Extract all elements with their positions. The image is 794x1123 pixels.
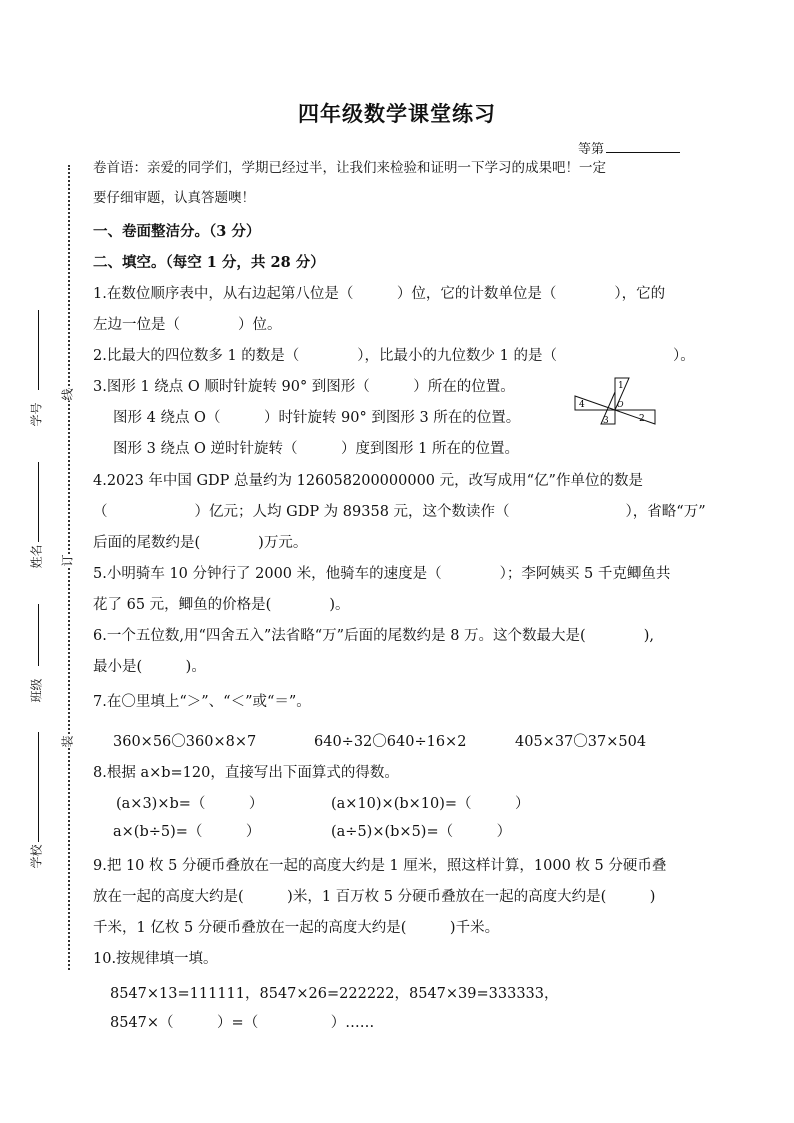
q5-line-1: 5.小明骑车 10 分钟行了 2000 米，他骑车的速度是（ ）；李阿姨买 5 千克鲫鱼共 bbox=[93, 566, 671, 582]
q8-item-4: (a÷5)×(b×5)=（ ） bbox=[331, 824, 512, 840]
q4-line-2: （ ）亿元；人均 GDP 为 89358 元，这个数读作（ ），省略“万” bbox=[93, 504, 706, 520]
grade-field bbox=[578, 138, 680, 157]
q8-line: 8.根据 a×b=120，直接写出下面算式的得数。 bbox=[93, 765, 399, 781]
intro-line-1: 卷首语：亲爱的同学们，学期已经过半，让我们来检验和证明一下学习的成果吧！一定 bbox=[93, 160, 606, 176]
class-line[interactable] bbox=[38, 604, 39, 666]
student-id-line[interactable] bbox=[38, 310, 39, 390]
q3-line-2: 图形 4 绕点 O（ ）时针旋转 90° 到图形 3 所在的位置。 bbox=[113, 410, 521, 426]
q2-line: 2.比最大的四位数多 1 的数是（ ），比最小的九位数少 1 的是（ ）。 bbox=[93, 348, 695, 364]
q5-line-2: 花了 65 元，鲫鱼的价格是( )。 bbox=[93, 597, 350, 613]
section-2-heading: 二、填空。（每空 1 分，共 28 分） bbox=[93, 254, 325, 271]
grade-input-line[interactable] bbox=[606, 140, 680, 153]
q1-line-1: 1.在数位顺序表中，从右边起第八位是（ ）位，它的计数单位是（ ），它的 bbox=[93, 286, 666, 302]
q4-line-3: 后面的尾数约是( )万元。 bbox=[93, 535, 308, 551]
q4-line-1: 4.2023 年中国 GDP 总量约为 126058200000000 元，改写成用“亿”作单位的数是 bbox=[93, 473, 643, 489]
rotation-figure bbox=[573, 376, 663, 426]
q1-line-2: 左边一位是（ ）位。 bbox=[93, 317, 282, 333]
section-1-heading: 一、卷面整洁分。（3 分） bbox=[93, 223, 261, 240]
figure-label-3: 3 bbox=[603, 416, 609, 426]
q9-line-3: 千米，1 亿枚 5 分硬币叠放在一起的高度大约是( )千米。 bbox=[93, 920, 500, 936]
q7-item-1: 360×56〇360×8×7 bbox=[113, 734, 257, 750]
grade-label: 等第 bbox=[578, 142, 605, 157]
q7-item-2: 640÷32〇640÷16×2 bbox=[314, 734, 467, 750]
q3-line-3: 图形 3 绕点 O 逆时针旋转（ ）度到图形 1 所在的位置。 bbox=[113, 441, 519, 457]
q10-item-2: 8547×（ ）=（ ）…… bbox=[110, 1015, 375, 1031]
side-char-ding: 订 bbox=[60, 554, 75, 567]
q9-line-2: 放在一起的高度大约是( )米，1 百万枚 5 分硬币叠放在一起的高度大约是( ) bbox=[93, 889, 656, 905]
figure-label-2: 2 bbox=[639, 414, 645, 424]
figure-label-o: O bbox=[617, 400, 624, 409]
side-char-xian: 线 bbox=[60, 388, 75, 401]
q10-item-1: 8547×13=111111，8547×26=222222，8547×39=333333， bbox=[110, 986, 559, 1002]
q3-line-1: 3.图形 1 绕点 O 顺时针旋转 90° 到图形（ ）所在的位置。 bbox=[93, 379, 515, 395]
q7-item-3: 405×37〇37×504 bbox=[515, 734, 647, 750]
q10-line: 10.按规律填一填。 bbox=[93, 951, 218, 967]
binding-dotted-line bbox=[68, 165, 70, 970]
intro-line-2: 要仔细审题，认真答题噢！ bbox=[93, 190, 255, 206]
side-char-zhuang: 装 bbox=[60, 735, 75, 748]
student-id-label: 学号 bbox=[29, 402, 44, 427]
q8-item-1: (a×3)×b=（ ） bbox=[116, 796, 264, 812]
q7-line: 7.在〇里填上“＞”、“＜”或“＝”。 bbox=[93, 694, 311, 710]
figure-label-1: 1 bbox=[618, 381, 624, 391]
q6-line-2: 最小是( )。 bbox=[93, 659, 206, 675]
name-label: 姓名 bbox=[29, 544, 44, 569]
q8-item-2: (a×10)×(b×10)=（ ） bbox=[331, 796, 530, 812]
school-label: 学校 bbox=[29, 844, 44, 869]
figure-label-4: 4 bbox=[579, 400, 585, 410]
q9-line-1: 9.把 10 枚 5 分硬币叠放在一起的高度大约是 1 厘米，照这样计算，1000 枚 5 分硬币叠 bbox=[93, 858, 667, 874]
q6-line-1: 6.一个五位数,用“四舍五入”法省略“万”后面的尾数约是 8 万。这个数最大是( ), bbox=[93, 628, 654, 644]
school-line[interactable] bbox=[38, 732, 39, 842]
class-label: 班级 bbox=[29, 678, 44, 703]
name-line[interactable] bbox=[38, 462, 39, 542]
figure-shape-2 bbox=[615, 410, 655, 424]
q8-item-3: a×(b÷5)=（ ） bbox=[113, 824, 261, 840]
page-title: 四年级数学课堂练习 bbox=[298, 101, 496, 126]
